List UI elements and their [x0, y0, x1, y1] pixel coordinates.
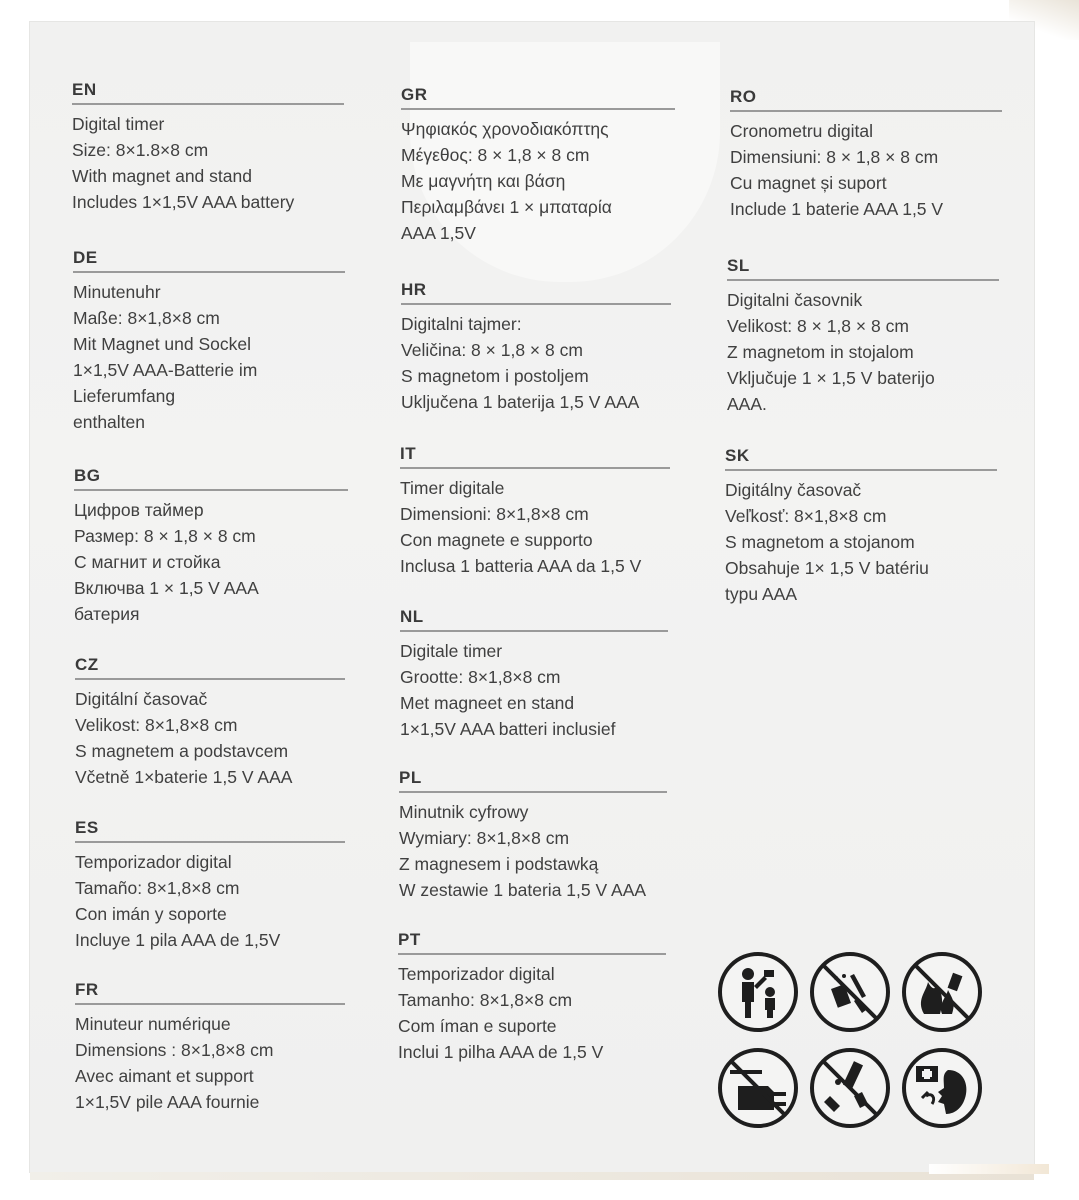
text-line: S magnetom a stojanom [725, 532, 915, 552]
language-code: PL [399, 768, 422, 787]
text-line: Tamaño: 8×1,8×8 cm [75, 878, 240, 898]
section-de [73, 248, 345, 435]
text-line: Digitalni časovnik [727, 290, 863, 310]
text-line: Inclui 1 pilha AAA de 1,5 V [398, 1042, 604, 1062]
text-line: Uključena 1 baterija 1,5 V AAA [401, 392, 640, 412]
text-line: 1×1,5V pile AAA fournie [75, 1092, 260, 1112]
text-line: 1×1,5V AAA batteri inclusief [400, 719, 616, 739]
text-line: Cu magnet și suport [730, 173, 887, 193]
text-line: S magnetem a podstavcem [75, 741, 289, 761]
text-line: Includes 1×1,5V AAA battery [72, 192, 295, 212]
language-code: NL [400, 607, 424, 626]
text-line: Temporizador digital [75, 852, 232, 872]
section-ro [730, 87, 1002, 222]
text-line: Dimensioni: 8×1,8×8 cm [400, 504, 589, 524]
section-gr [401, 85, 675, 246]
no-battery-mixing-icon [810, 1048, 890, 1128]
text-line: Avec aimant et support [75, 1066, 254, 1086]
text-line: Grootte: 8×1,8×8 cm [400, 667, 561, 687]
text-line: Maße: 8×1,8×8 cm [73, 308, 220, 328]
text-line: S magnetom i postoljem [401, 366, 589, 386]
divider [73, 271, 345, 273]
text-line: Velikost: 8×1,8×8 cm [75, 715, 238, 735]
package-bottom-edge [30, 1172, 1034, 1180]
text-line: AAA 1,5V [401, 223, 476, 243]
text-line: Dimensiuni: 8 × 1,8 × 8 cm [730, 147, 939, 167]
section-lines [400, 475, 670, 579]
section-lines [401, 116, 675, 246]
section-lines [730, 118, 1002, 222]
text-line: Obsahuje 1× 1,5 V batériu [725, 558, 929, 578]
text-line: Z magnesem i podstawką [399, 854, 599, 874]
text-line: С магнит и стойка [74, 552, 221, 572]
text-line: Μέγεθος: 8 × 1,8 × 8 cm [401, 145, 590, 165]
text-line: Minuteur numérique [75, 1014, 231, 1034]
text-line: Inclusa 1 batteria AAA da 1,5 V [400, 556, 642, 576]
language-code: IT [400, 444, 417, 463]
text-line: Lieferumfang [73, 386, 176, 406]
text-line: Digital timer [72, 114, 165, 134]
text-line: батерия [74, 604, 140, 624]
section-sk [725, 446, 997, 607]
section-nl [400, 607, 668, 742]
text-line: Dimensions : 8×1,8×8 cm [75, 1040, 274, 1060]
text-line: Con imán y soporte [75, 904, 227, 924]
section-it [400, 444, 670, 579]
language-code: HR [401, 280, 427, 299]
divider [401, 303, 671, 305]
divider [401, 108, 675, 110]
divider [725, 469, 997, 471]
medical-help-if-swallowed-icon [902, 1048, 982, 1128]
text-line: Met magneet en stand [400, 693, 575, 713]
section-lines [398, 961, 666, 1065]
section-es [75, 818, 345, 953]
text-line: AAA. [727, 394, 767, 414]
text-line: Digitální časovač [75, 689, 208, 709]
divider [730, 110, 1002, 112]
text-line: Με μαγνήτη και βάση [401, 171, 566, 191]
language-code: ES [75, 818, 99, 837]
section-sl [727, 256, 999, 417]
language-code: DE [73, 248, 98, 267]
section-lines [74, 497, 348, 627]
text-line: Digitale timer [400, 641, 503, 661]
language-code: FR [75, 980, 99, 999]
language-code: EN [72, 80, 97, 99]
text-line: Size: 8×1.8×8 cm [72, 140, 209, 160]
text-line: Цифров таймер [74, 500, 204, 520]
language-code: PT [398, 930, 421, 949]
language-code: BG [74, 466, 101, 485]
section-lines [725, 477, 997, 607]
keep-away-from-children-icon [718, 952, 798, 1032]
divider [400, 467, 670, 469]
section-lines [75, 1011, 345, 1115]
text-line: Minutnik cyfrowy [399, 802, 529, 822]
text-line: Vključuje 1 × 1,5 V baterijo [727, 368, 935, 388]
language-code: RO [730, 87, 757, 106]
divider [400, 630, 668, 632]
text-line: Cronometru digital [730, 121, 873, 141]
text-line: enthalten [73, 412, 146, 432]
language-code: CZ [75, 655, 99, 674]
section-hr [401, 280, 671, 415]
divider [727, 279, 999, 281]
text-line: Включва 1 × 1,5 V AAA [74, 578, 259, 598]
text-line: Veľkosť: 8×1,8×8 cm [725, 506, 887, 526]
section-lines [400, 638, 668, 742]
divider [399, 791, 667, 793]
text-line: Veličina: 8 × 1,8 × 8 cm [401, 340, 583, 360]
divider [75, 678, 345, 680]
text-line: Com íman e suporte [398, 1016, 557, 1036]
text-line: Размер: 8 × 1,8 × 8 cm [74, 526, 256, 546]
divider [75, 1003, 345, 1005]
section-lines [401, 311, 671, 415]
language-code: GR [401, 85, 428, 104]
text-line: Timer digitale [400, 478, 505, 498]
section-cz [75, 655, 345, 790]
text-line: W zestawie 1 bateria 1,5 V AAA [399, 880, 647, 900]
package-bottom-corner [929, 1164, 1049, 1174]
section-en [72, 80, 344, 215]
text-line: Digitalni tajmer: [401, 314, 522, 334]
section-pl [399, 768, 667, 903]
language-code: SK [725, 446, 750, 465]
text-line: Ψηφιακός χρονοδιακόπτης [401, 119, 609, 139]
section-lines [73, 279, 345, 435]
divider [74, 489, 348, 491]
text-line: Velikost: 8 × 1,8 × 8 cm [727, 316, 909, 336]
text-line: Include 1 baterie AAA 1,5 V [730, 199, 944, 219]
section-lines [72, 111, 344, 215]
text-line: typu AAA [725, 584, 797, 604]
section-fr [75, 980, 345, 1115]
no-disposal-in-waste-icon [718, 1048, 798, 1128]
text-line: Včetně 1×baterie 1,5 V AAA [75, 767, 293, 787]
divider [72, 103, 344, 105]
text-line: Mit Magnet und Sockel [73, 334, 252, 354]
divider [398, 953, 666, 955]
section-lines [399, 799, 667, 903]
text-line: Z magnetom in stojalom [727, 342, 914, 362]
section-lines [75, 849, 345, 953]
section-lines [727, 287, 999, 417]
text-line: Περιλαμβάνει 1 × μπαταρία [401, 197, 612, 217]
text-line: Minutenuhr [73, 282, 161, 302]
no-fire-icon [902, 952, 982, 1032]
text-line: Wymiary: 8×1,8×8 cm [399, 828, 570, 848]
section-lines [75, 686, 345, 790]
text-line: 1×1,5V AAA-Batterie im [73, 360, 258, 380]
text-line: Con magnete e supporto [400, 530, 593, 550]
text-line: With magnet and stand [72, 166, 252, 186]
no-tools-open-icon [810, 952, 890, 1032]
section-bg [74, 466, 348, 627]
text-line: Temporizador digital [398, 964, 555, 984]
text-line: Digitálny časovač [725, 480, 862, 500]
section-pt [398, 930, 666, 1065]
divider [75, 841, 345, 843]
text-line: Tamanho: 8×1,8×8 cm [398, 990, 573, 1010]
language-code: SL [727, 256, 750, 275]
text-line: Incluye 1 pila AAA de 1,5V [75, 930, 281, 950]
warning-icons [718, 952, 998, 1132]
